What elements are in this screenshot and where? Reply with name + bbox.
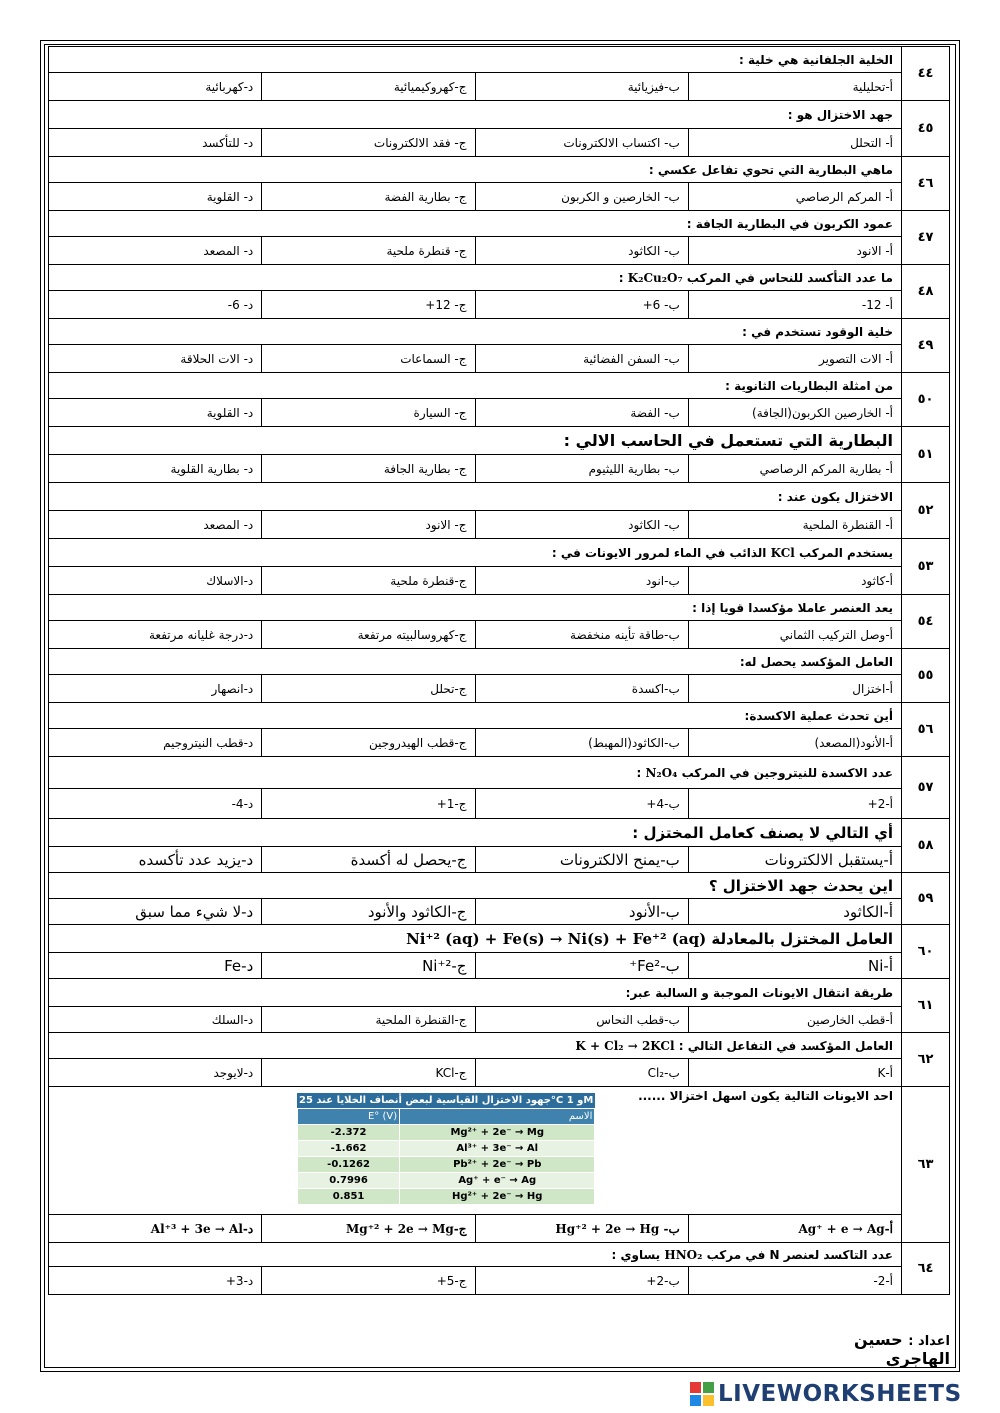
half-reaction: Pb²⁺ + 2e⁻ → Pb <box>400 1157 595 1173</box>
answer-option[interactable]: ب-الأنود <box>475 899 688 925</box>
answer-option[interactable]: أ- التحلل <box>688 129 901 157</box>
reduction-table-header: الاسم <box>400 1109 595 1125</box>
answer-option[interactable]: ب-انود <box>475 567 688 595</box>
options-row <box>49 953 950 979</box>
question-stem: من امثلة البطاريات الثانوية : <box>725 378 893 393</box>
question-formula: HNO₂ <box>664 1247 703 1262</box>
answer-option[interactable]: أ- المركم الرصاصي <box>688 183 901 211</box>
answer-option[interactable]: ج- السيارة <box>262 399 475 427</box>
question-text <box>49 427 902 455</box>
answer-option[interactable]: ج-يحصل له أكسدة <box>262 847 475 873</box>
answer-option[interactable]: ج- الانود <box>262 511 475 539</box>
question-number: ٤٥ <box>902 101 950 157</box>
answer-option[interactable]: ب- الكاثود <box>475 237 688 265</box>
question-number: ٥٧ <box>902 757 950 819</box>
question-stem: البطارية التي تستعمل في الحاسب الالي : <box>563 431 893 450</box>
question-row <box>49 595 950 621</box>
logo-text: LIVEWORKSHEETS <box>718 1381 962 1407</box>
answer-option[interactable]: أ- الانود <box>688 237 901 265</box>
answer-option[interactable]: أ-2- <box>688 1267 901 1295</box>
question-number: ٥٢ <box>902 483 950 539</box>
answer-option[interactable]: أ-يستقبل الالكترونات <box>688 847 901 873</box>
question-number: ٦٤ <box>902 1243 950 1295</box>
question-number: ٤٤ <box>902 47 950 101</box>
answer-option[interactable]: أ-تحليلية <box>688 73 901 101</box>
answer-option[interactable]: د- بطارية القلوية <box>49 455 262 483</box>
reduction-potential-table <box>297 1093 595 1205</box>
question-text <box>49 483 902 511</box>
answer-option[interactable]: د-قطب النيتروجيم <box>49 729 262 757</box>
answer-option[interactable]: أ-Ni <box>688 953 901 979</box>
options-row <box>49 1215 950 1243</box>
question-text <box>49 757 902 789</box>
question-row <box>49 873 950 899</box>
answer-option[interactable]: د-درجة غليانه مرتفعة <box>49 621 262 649</box>
reduction-table-row <box>298 1141 595 1157</box>
question-number: ٦٠ <box>902 925 950 979</box>
answer-option[interactable]: ب- الكاثود <box>475 511 688 539</box>
question-row <box>49 979 950 1007</box>
reduction-table-row <box>298 1157 595 1173</box>
question-formula: K₂Cu₂O₇ <box>627 270 683 285</box>
options-row <box>49 1059 950 1087</box>
question-row <box>49 265 950 291</box>
answer-option[interactable]: أ-K <box>688 1059 901 1087</box>
answer-option[interactable]: أ-2+ <box>688 789 901 819</box>
author-credit <box>800 1330 950 1368</box>
logo-mark-icon <box>690 1382 714 1406</box>
reduction-potential-value: 0.7996 <box>298 1173 400 1189</box>
reduction-table-row <box>298 1173 595 1189</box>
question-number: ٥٦ <box>902 703 950 757</box>
answer-option[interactable]: ب-Fe²⁺ <box>475 953 688 979</box>
question-row <box>49 47 950 73</box>
answer-option[interactable]: ب- السفن الفضائية <box>475 345 688 373</box>
answer-option[interactable]: ب- Hg⁺² + 2e → Hg <box>475 1215 688 1243</box>
question-formula: N₂O₄ <box>645 765 678 780</box>
answer-option[interactable]: د-Al⁺³ + 3e → Al <box>49 1215 262 1243</box>
answer-option[interactable]: ج-تحلل <box>262 675 475 703</box>
reduction-potential-value: -0.1262 <box>298 1157 400 1173</box>
answer-option[interactable]: د-لايوجد <box>49 1059 262 1087</box>
answer-option[interactable]: أ-Ag⁺ + e → Ag <box>688 1215 901 1243</box>
question-row <box>49 427 950 455</box>
options-row <box>49 345 950 373</box>
half-reaction: Hg²⁺ + 2e⁻ → Hg <box>400 1189 595 1205</box>
answer-option[interactable]: د- القلوية <box>49 399 262 427</box>
question-row <box>49 757 950 789</box>
question-number: ٥٣ <box>902 539 950 595</box>
answer-option[interactable]: ج-القنطرة الملحية <box>262 1007 475 1033</box>
answer-option[interactable]: د- المصعد <box>49 237 262 265</box>
answer-option[interactable]: ب-الكاثود(المهبط) <box>475 729 688 757</box>
question-text <box>49 925 902 953</box>
question-stem: اين يحدث جهد الاختزال ؟ <box>708 876 893 895</box>
answer-option[interactable]: د-لا شيء مما سبق <box>49 899 262 925</box>
question-stem: يستخدم المركب <box>799 545 893 560</box>
options-row <box>49 511 950 539</box>
question-text <box>49 1033 902 1059</box>
reduction-table-row <box>298 1125 595 1141</box>
options-row <box>49 899 950 925</box>
question-number: ٦٢ <box>902 1033 950 1087</box>
answer-option[interactable]: د-انصهار <box>49 675 262 703</box>
answer-option[interactable]: ب-قطب النحاس <box>475 1007 688 1033</box>
answer-option[interactable]: ب-4+ <box>475 789 688 819</box>
options-row <box>49 621 950 649</box>
question-text <box>49 1087 902 1215</box>
question-stem: العامل المؤكسد في التفاعل التالي : <box>678 1038 893 1053</box>
question-number: ٥٩ <box>902 873 950 925</box>
answer-option[interactable]: د- المصعد <box>49 511 262 539</box>
answer-option[interactable]: ج-5+ <box>262 1267 475 1295</box>
answer-option[interactable]: أ-الأنود(المصعد) <box>688 729 901 757</box>
reduction-table-header: E° (V) <box>298 1109 400 1125</box>
question-row <box>49 1243 950 1267</box>
question-stem: العامل المختزل بالمعادلة <box>711 929 893 948</box>
question-text <box>49 157 902 183</box>
half-reaction: Al³⁺ + 3e⁻ → Al <box>400 1141 595 1157</box>
question-stem: عدد الاكسدة للنيتروجين في المركب <box>681 765 893 780</box>
question-stem: جهد الاختزال هو : <box>787 107 893 122</box>
answer-option[interactable]: د-3+ <box>49 1267 262 1295</box>
question-stem: عدد التاكسد لعنصر N في مركب <box>706 1247 893 1262</box>
question-stem: أين تحدث عملية الاكسدة: <box>744 708 893 723</box>
answer-option[interactable]: ج-KCl <box>262 1059 475 1087</box>
question-text <box>49 319 902 345</box>
question-stem: الاختزال يكون عند : <box>777 489 893 504</box>
answer-option[interactable]: د-Fe <box>49 953 262 979</box>
answer-option[interactable]: ج-Mg⁺² + 2e → Mg <box>262 1215 475 1243</box>
question-row <box>49 819 950 847</box>
answer-option[interactable]: أ-وصل التركيب الثماني <box>688 621 901 649</box>
answer-option[interactable]: ج- بطارية الجافة <box>262 455 475 483</box>
options-row <box>49 789 950 819</box>
question-number: ٤٦ <box>902 157 950 211</box>
options-row <box>49 73 950 101</box>
answer-option[interactable]: ب- 6+ <box>475 291 688 319</box>
answer-option[interactable]: د-يزيد عدد تأكسده <box>49 847 262 873</box>
options-row <box>49 567 950 595</box>
question-number: ٥٨ <box>902 819 950 873</box>
answer-option[interactable]: ج-كهروكيميائية <box>262 73 475 101</box>
question-stem: طريقة انتقال الايونات الموجبة و السالبة عبر: <box>625 985 893 1000</box>
question-text <box>49 703 902 729</box>
question-formula: KCl <box>770 545 795 560</box>
answer-option[interactable]: د-الاسلاك <box>49 567 262 595</box>
answer-option[interactable]: د- القلوية <box>49 183 262 211</box>
question-stem: العامل المؤكسد يحصل له: <box>739 654 893 669</box>
answer-option[interactable]: د-السلك <box>49 1007 262 1033</box>
answer-option[interactable]: ج- السماعات <box>262 345 475 373</box>
question-row <box>49 925 950 953</box>
question-number: ٦٣ <box>902 1087 950 1243</box>
answer-option[interactable]: أ- الخارصين الكربون(الجافة) <box>688 399 901 427</box>
answer-option[interactable]: أ- 12- <box>688 291 901 319</box>
question-row <box>49 703 950 729</box>
answer-option[interactable]: ج- بطارية الفضة <box>262 183 475 211</box>
options-row <box>49 675 950 703</box>
question-row <box>49 483 950 511</box>
question-stem: ما عدد التأكسد للنحاس في المركب <box>686 270 893 285</box>
question-stem: احد الايونات التالية يكون اسهل اختزالا ...... <box>638 1089 893 1103</box>
answer-option[interactable]: ج-1+ <box>262 789 475 819</box>
reduction-potential-value: -2.372 <box>298 1125 400 1141</box>
answer-option[interactable]: أ- القنطرة الملحية <box>688 511 901 539</box>
half-reaction: Ag⁺ + e⁻ → Ag <box>400 1173 595 1189</box>
answer-option[interactable]: ج-قنطرة ملحية <box>262 567 475 595</box>
reduction-potential-value: 0.851 <box>298 1189 400 1205</box>
answer-option[interactable]: ب-اكسدة <box>475 675 688 703</box>
question-text <box>49 873 902 899</box>
answer-option[interactable]: أ-كاثود <box>688 567 901 595</box>
question-text <box>49 595 902 621</box>
question-row <box>49 649 950 675</box>
question-row <box>49 157 950 183</box>
question-row <box>49 373 950 399</box>
answer-option[interactable]: ج-قطب الهيدروجين <box>262 729 475 757</box>
answer-option[interactable]: د- 6- <box>49 291 262 319</box>
question-stem-end: الذائب في الماء لمرور الايونات في : <box>551 545 767 560</box>
reduction-table-title: جهود الاختزال القياسية لبعض أنصاف الخلايا عند 25°C و 1M <box>299 1095 594 1106</box>
half-reaction: Mg²⁺ + 2e⁻ → Mg <box>400 1125 595 1141</box>
answer-option[interactable]: ب-طاقة تأينه منخفضة <box>475 621 688 649</box>
answer-option[interactable]: ج- 12+ <box>262 291 475 319</box>
reduction-potential-value: -1.662 <box>298 1141 400 1157</box>
answer-option[interactable]: د-كهربائية <box>49 73 262 101</box>
options-row <box>49 399 950 427</box>
question-stem: خلية الوقود تستخدم في : <box>742 324 893 339</box>
answer-option[interactable]: أ-الكاثود <box>688 899 901 925</box>
answer-option[interactable]: ب- الفضة <box>475 399 688 427</box>
question-text <box>49 265 902 291</box>
question-text <box>49 979 902 1007</box>
question-number: ٥٠ <box>902 373 950 427</box>
question-formula: K + Cl₂ → 2KCl <box>575 1038 675 1053</box>
question-row <box>49 319 950 345</box>
question-number: ٤٩ <box>902 319 950 373</box>
answer-option[interactable]: ج-Ni⁺² <box>262 953 475 979</box>
options-row <box>49 291 950 319</box>
question-number: ٤٨ <box>902 265 950 319</box>
answer-option[interactable]: د- الات الحلاقة <box>49 345 262 373</box>
question-row <box>49 1087 950 1215</box>
question-text <box>49 211 902 237</box>
answer-option[interactable]: ب- اكتساب الالكترونات <box>475 129 688 157</box>
question-stem-end: يساوي : <box>611 1247 661 1262</box>
question-stem: ماهي البطارية التي تحوي تفاعل عكسي : <box>648 162 893 177</box>
question-text <box>49 101 902 129</box>
answer-option[interactable]: أ-اختزال <box>688 675 901 703</box>
options-row <box>49 237 950 265</box>
question-row <box>49 211 950 237</box>
answer-option[interactable]: ج- فقد الالكترونات <box>262 129 475 157</box>
liveworksheets-logo[interactable] <box>690 1380 990 1408</box>
question-stem: الخلية الجلفانية هي خلية : <box>738 52 893 67</box>
answer-option[interactable]: ج-كهروسالبيته مرتفعة <box>262 621 475 649</box>
answer-option[interactable]: ب- بطارية الليثيوم <box>475 455 688 483</box>
answer-option[interactable]: أ- بطارية المركم الرصاصي <box>688 455 901 483</box>
answer-option[interactable]: ب-فيزيائية <box>475 73 688 101</box>
questions-table <box>48 46 950 1295</box>
question-stem: يعد العنصر عاملا مؤكسدا قويا إذا : <box>692 600 893 615</box>
question-row <box>49 101 950 129</box>
answer-option[interactable]: أ-قطب الخارصين <box>688 1007 901 1033</box>
question-text <box>49 47 902 73</box>
question-stem-end: : <box>636 765 642 780</box>
answer-option[interactable]: ج- قنطرة ملحية <box>262 237 475 265</box>
question-formula: Ni⁺² (aq) + Fe(s) → Ni(s) + Fe⁺² (aq) <box>406 929 707 948</box>
author-name: حسين الهاجري <box>853 1330 950 1368</box>
question-number: ٤٧ <box>902 211 950 265</box>
question-number: ٥٤ <box>902 595 950 649</box>
question-number: ٥١ <box>902 427 950 483</box>
question-stem: أي التالي لا يصنف كعامل المختزل : <box>632 823 893 842</box>
answer-option[interactable]: أ- الات التصوير <box>688 345 901 373</box>
answer-option[interactable]: ب- الخارصين و الكربون <box>475 183 688 211</box>
question-row <box>49 1033 950 1059</box>
reduction-table-row <box>298 1189 595 1205</box>
options-row <box>49 847 950 873</box>
question-text <box>49 1243 902 1267</box>
question-text <box>49 649 902 675</box>
question-number: ٥٥ <box>902 649 950 703</box>
question-stem: عمود الكربون في البطارية الجافة : <box>686 216 893 231</box>
options-row <box>49 455 950 483</box>
answer-option[interactable]: ب-يمنح الالكترونات <box>475 847 688 873</box>
options-row <box>49 729 950 757</box>
question-text <box>49 373 902 399</box>
answer-option[interactable]: د-4- <box>49 789 262 819</box>
answer-option[interactable]: د- للتأكسد <box>49 129 262 157</box>
question-stem-end: : <box>618 270 624 285</box>
answer-option[interactable]: ب-Cl₂ <box>475 1059 688 1087</box>
question-number: ٦١ <box>902 979 950 1033</box>
answer-option[interactable]: ب-2+ <box>475 1267 688 1295</box>
options-row <box>49 1007 950 1033</box>
options-row <box>49 183 950 211</box>
author-label: اعداد : <box>908 1334 950 1349</box>
options-row <box>49 1267 950 1295</box>
question-text <box>49 539 902 567</box>
question-row <box>49 539 950 567</box>
answer-option[interactable]: ج-الكاثود والأنود <box>262 899 475 925</box>
question-text <box>49 819 902 847</box>
options-row <box>49 129 950 157</box>
